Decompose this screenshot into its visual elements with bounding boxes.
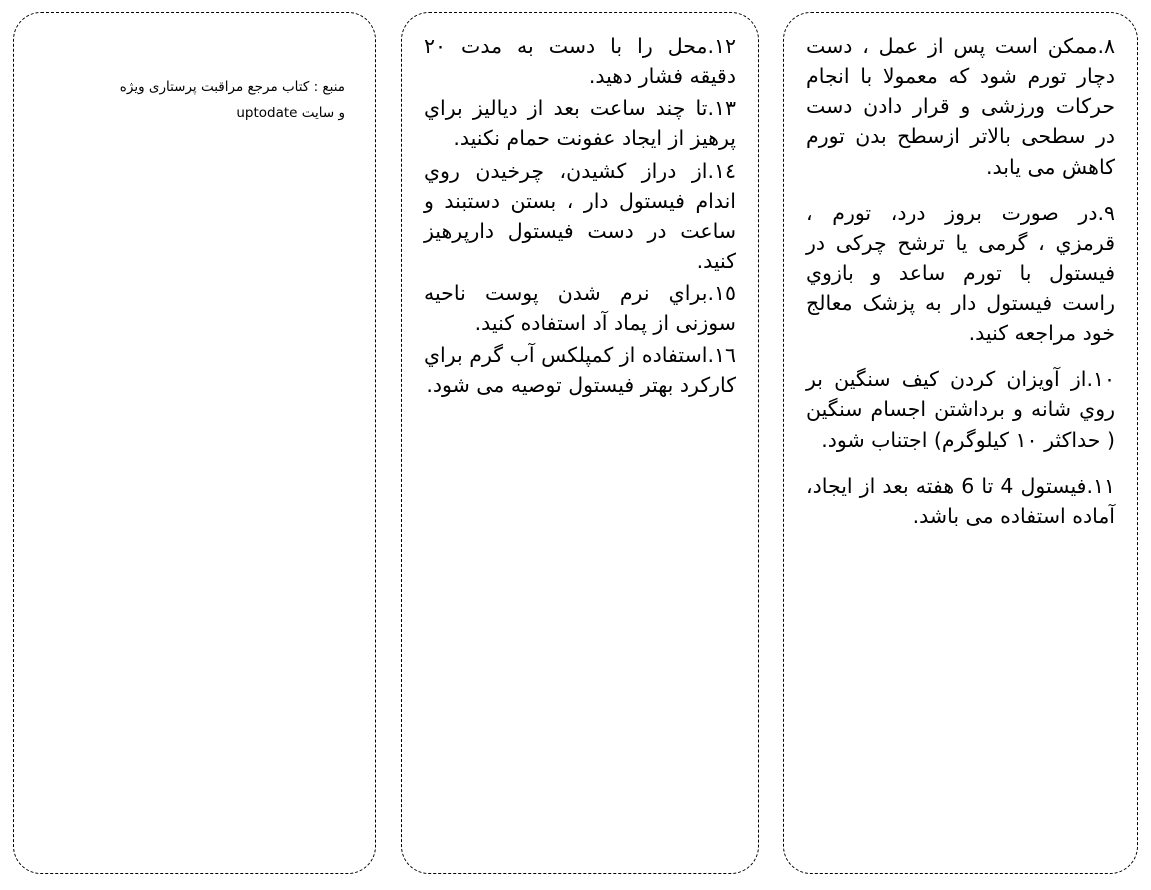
paragraph-item-11: ۱۱.فیستول 4 تا 6 هفته بعد از ایجاد، آماده استفاده می باشد. — [806, 473, 1116, 528]
source-line-1: منبع : کتاب مرجع مراقبت پرستاری ویژه — [119, 79, 345, 95]
paragraph-item-15: ۱٥.براي نرم شدن پوست ناحیه سوزنی از پماد آد استفاده کنید. — [424, 281, 736, 336]
source-reference-block — [36, 75, 345, 126]
paragraph-item-13: ۱۳.تا چند ساعت بعد از دیالیز براي پرهیز از ایجاد عفونت حمام نکنید. — [424, 96, 736, 151]
paragraph-item-16: ۱٦.استفاده از کمپلکس آب گرم براي کارکرد بهتر فیستول توصیه می شود. — [424, 343, 736, 398]
middle-column-text — [424, 31, 736, 401]
paragraph-item-12: ۱۲.محل را با دست به مدت ۲۰ دقیقه فشار دهید. — [424, 34, 736, 89]
panel-middle-column — [401, 12, 759, 874]
panel-left-column — [13, 12, 376, 874]
source-line-2: و سایت uptodate — [236, 104, 345, 121]
paragraph-item-9: ۹.در صورت بروز درد، تورم ، قرمزي ، گرمی یا ترشح چرکی در فیستول با تورم ساعد و بازوي راست فیستول دار به پزشک معالج خود مراجعه کنید. — [806, 200, 1115, 346]
paragraph-item-14: ۱٤.از دراز کشیدن، چرخیدن روي اندام فیستول دار ، بستن دستبند و ساعت در دست فیستول دارپرهیز کنید. — [424, 158, 736, 273]
panel-right-column — [783, 12, 1138, 874]
paragraph-item-10: ۱۰.از آویزان کردن کیف سنگین بر روي شانه و برداشتن اجسام سنگین ( حداکثر ۱۰ کیلوگرم) اجتناب شود. — [806, 367, 1115, 452]
right-column-text — [806, 31, 1115, 531]
paragraph-item-8: ۸.ممکن است پس از عمل ، دست دچار تورم شود که معمولا با انجام حرکات ورزشی و قرار دادن دست در سطحی بالاتر ازسطح بدن تورم کاهش می یابد. — [806, 34, 1115, 179]
